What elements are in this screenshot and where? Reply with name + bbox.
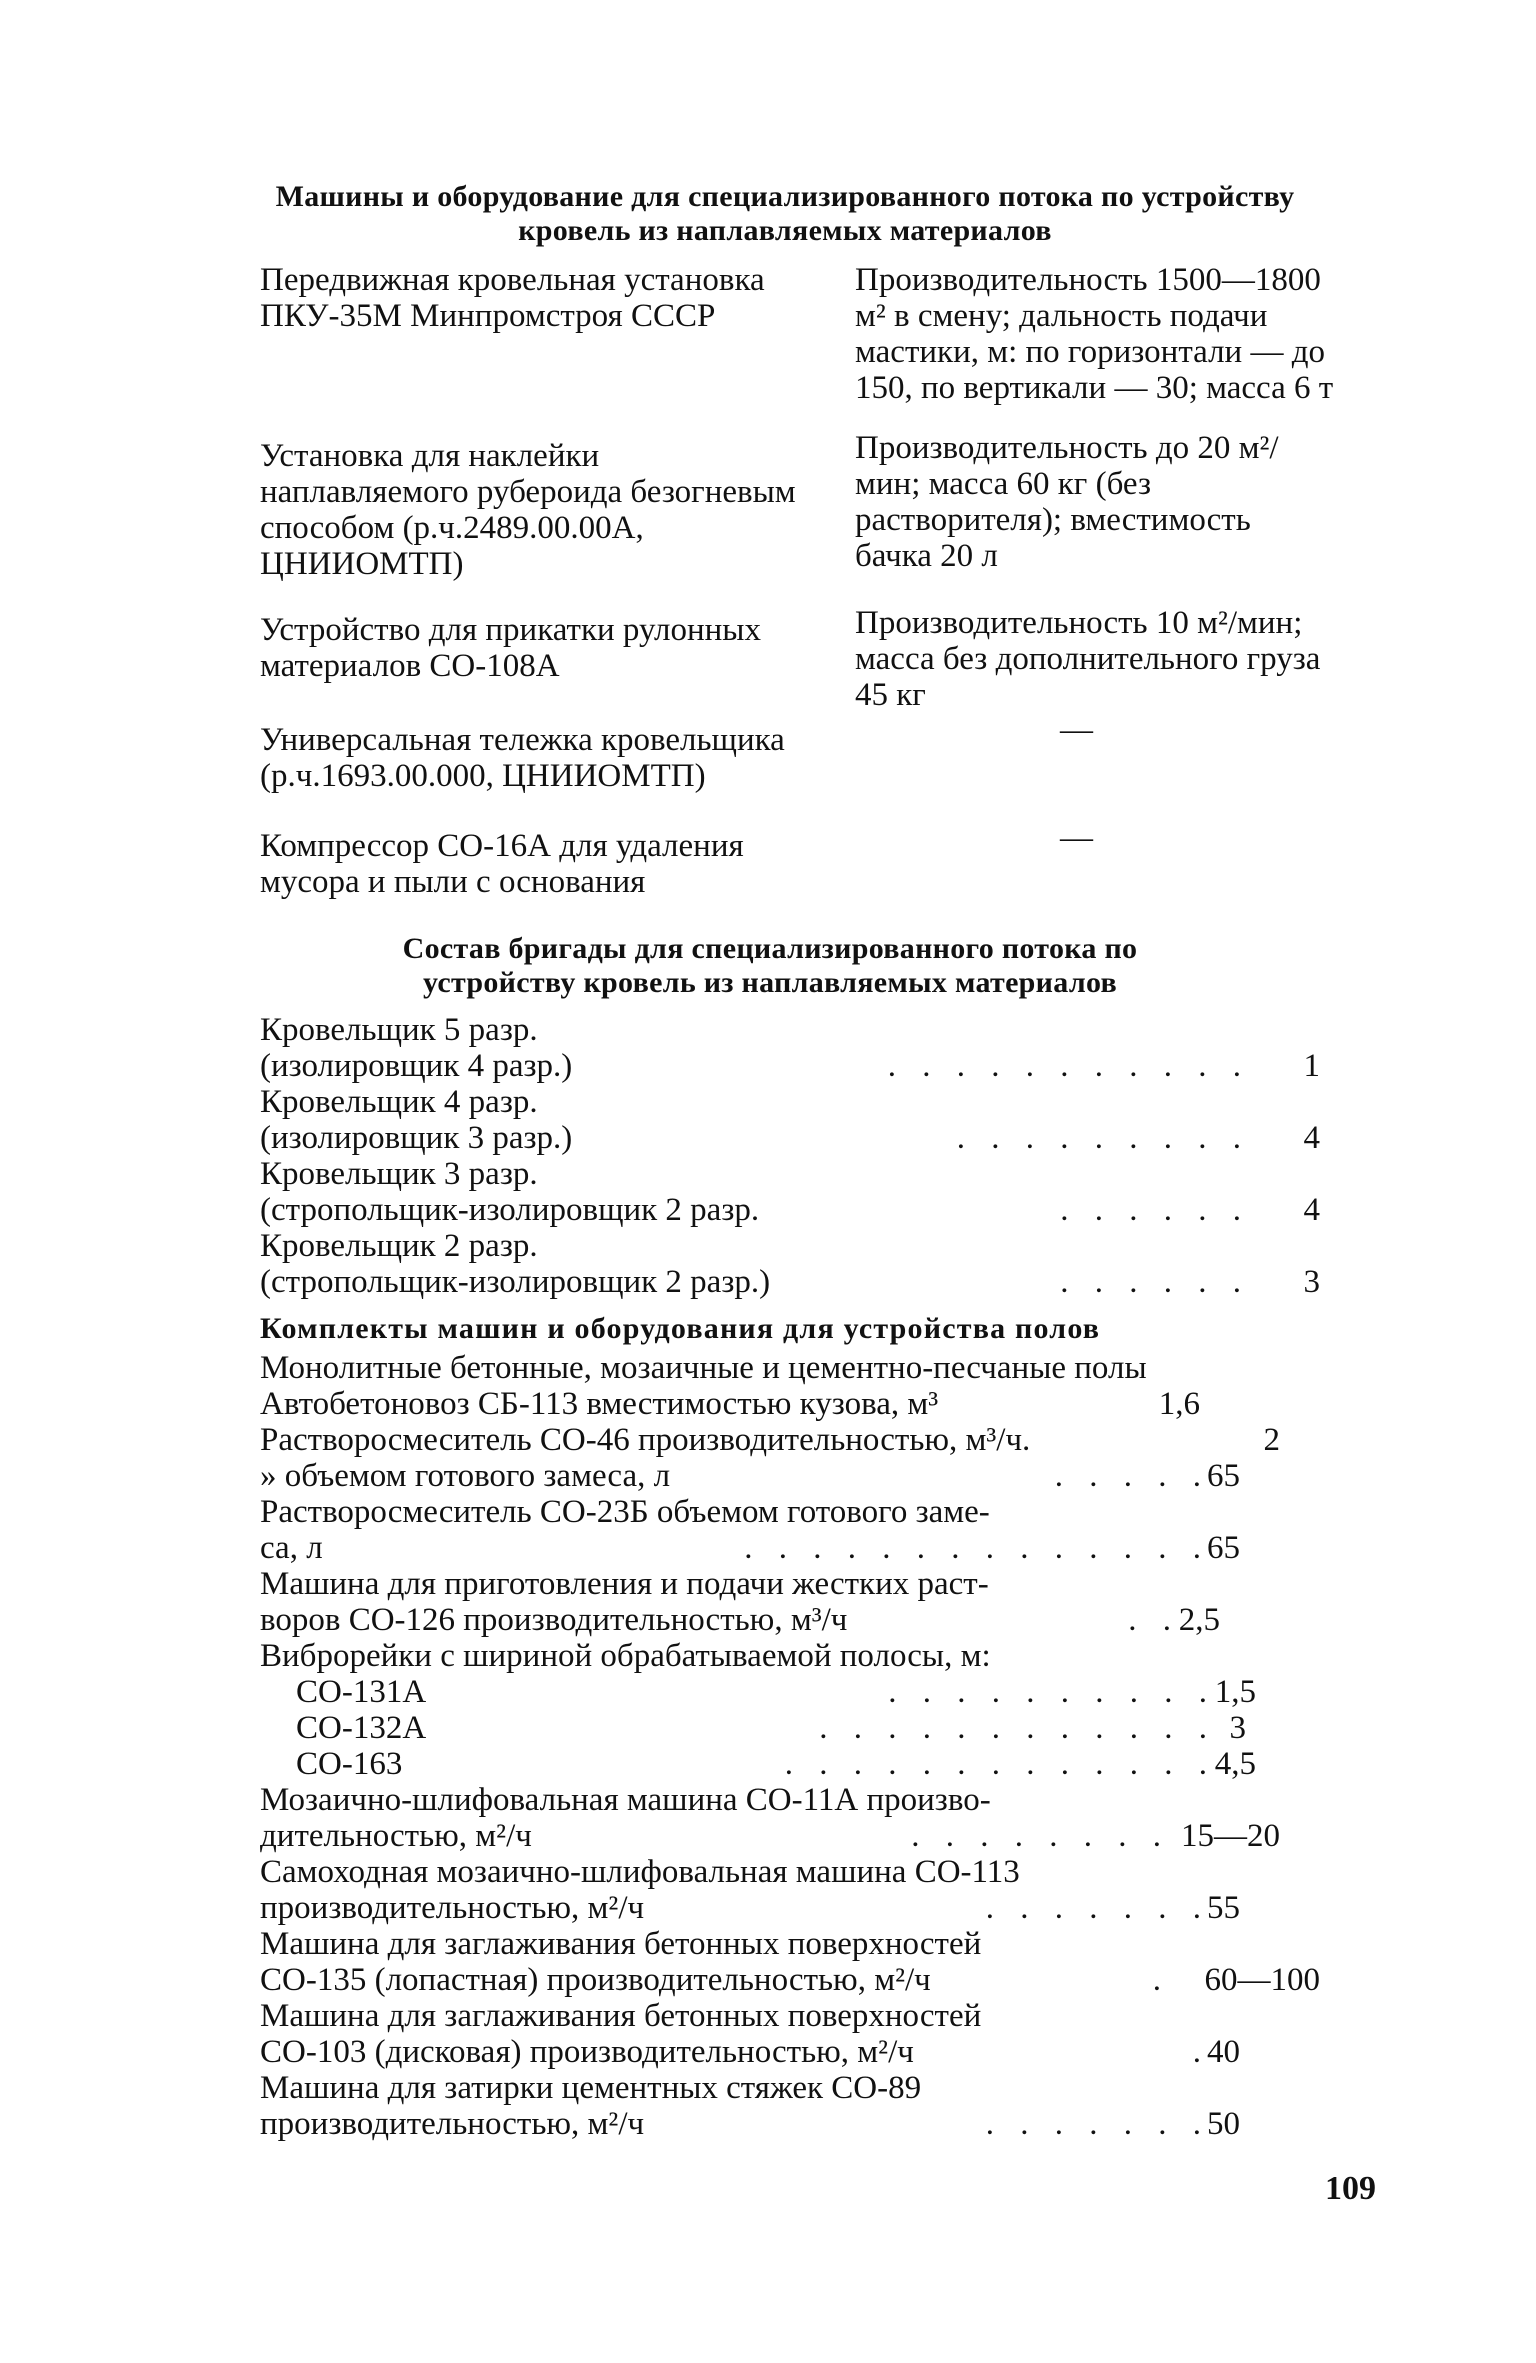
spec-line bbox=[260, 1926, 1320, 1962]
spec-line bbox=[260, 1566, 1320, 1602]
leader-dots: . . . . . . . bbox=[985, 2106, 1210, 2142]
spec-line bbox=[260, 1710, 1356, 1746]
spec-value: 65 bbox=[1207, 1458, 1240, 1494]
spec-value: 1,6 bbox=[1158, 1386, 1200, 1422]
spec-line bbox=[260, 1962, 1320, 1998]
leader-dots: . . . . . . . . . bbox=[956, 1120, 1250, 1156]
spec-line bbox=[260, 1890, 1320, 1926]
spec-text: Растворосмеситель СО-46 производительностью, м³/ч. bbox=[260, 1422, 1031, 1458]
spec-value: 15—20 bbox=[1181, 1818, 1280, 1854]
brigade-role-detail: (изолировщик 4 разр.) bbox=[260, 1048, 573, 1084]
spec-value: 50 bbox=[1207, 2106, 1240, 2142]
brigade-row bbox=[260, 1228, 1320, 1300]
spec-line bbox=[260, 1998, 1320, 2034]
spec-text: Растворосмеситель СО-23Б объемом готового заме- bbox=[260, 1494, 990, 1530]
spec-text: Машина для заглаживания бетонных поверхностей bbox=[260, 1998, 982, 2034]
leader-dots: . . . . . . . bbox=[985, 1890, 1210, 1926]
brigade-count: 3 bbox=[1303, 1264, 1320, 1300]
item-spec-dash: — bbox=[1060, 712, 1093, 748]
brigade-role-detail: (стропольщик-изолировщик 2 разр.) bbox=[260, 1264, 771, 1300]
brigade-count: 1 bbox=[1303, 1048, 1320, 1084]
spec-text: СО-135 (лопастная) производительностью, м²/ч bbox=[260, 1962, 931, 1998]
leader-dots: . . . . . . . . . . . . bbox=[819, 1710, 1216, 1746]
section-title-brigade: Состав бригады для специализированного потока по устройству кровель из наплавляемых материалов bbox=[402, 932, 1138, 999]
spec-text: СО-163 bbox=[296, 1746, 403, 1782]
item-name: Компрессор СО-16А для удаления мусора и пыли с основания bbox=[260, 828, 744, 900]
brigade-role: Кровельщик 5 разр. bbox=[260, 1012, 538, 1048]
spec-line bbox=[260, 1674, 1356, 1710]
leader-dots: . . . . . bbox=[1054, 1458, 1210, 1494]
leader-dots: . bbox=[1152, 1962, 1170, 1998]
spec-line bbox=[260, 1818, 1320, 1854]
spec-line bbox=[260, 1746, 1356, 1782]
item-spec: Производительность 10 м²/мин; масса без дополнительного груза 45 кг bbox=[855, 605, 1321, 713]
spec-text: Машина для затирки цементных стяжек СО-89 bbox=[260, 2070, 922, 2106]
page-number: 109 bbox=[1325, 2170, 1376, 2207]
spec-line bbox=[260, 1854, 1320, 1890]
spec-text: СО-103 (дисковая) производительностью, м²/ч bbox=[260, 2034, 914, 2070]
item-name: Установка для наклейки наплавляемого рубероида безогневым способом (р.ч.2489.00.00А, ЦНИИОМТП) bbox=[260, 438, 796, 582]
brigade-count: 4 bbox=[1303, 1120, 1320, 1156]
spec-line bbox=[260, 1602, 1320, 1638]
spec-text: Машина для приготовления и подачи жестких раст- bbox=[260, 1566, 989, 1602]
spec-value: 40 bbox=[1207, 2034, 1240, 2070]
section-title-floor-machines: Комплекты машин и оборудования для устройства полов bbox=[260, 1312, 1101, 1345]
leader-dots: . . . . . . . . bbox=[911, 1818, 1170, 1854]
spec-line bbox=[260, 2034, 1320, 2070]
brigade-role: Кровельщик 4 разр. bbox=[260, 1084, 538, 1120]
spec-line bbox=[260, 1782, 1320, 1818]
leader-dots: . . . . . . . . . . . . . . bbox=[744, 1530, 1210, 1566]
spec-text: Самоходная мозаично-шлифовальная машина СО-113 bbox=[260, 1854, 1020, 1890]
leader-dots: . . . . . . . . . . . . . bbox=[784, 1746, 1216, 1782]
spec-text: Мозаично-шлифовальная машина СО-11А произво- bbox=[260, 1782, 991, 1818]
brigade-role-detail: (изолировщик 3 разр.) bbox=[260, 1120, 573, 1156]
item-spec: Производительность 1500—1800 м² в смену; дальность подачи мастики, м: по горизонтали — до 150, по вертикали — 30; масса 6 т bbox=[855, 262, 1334, 406]
section-title-roof-machines: Машины и оборудование для специализированного потока по устройству кровель из наплавляемых материалов bbox=[275, 180, 1295, 247]
spec-text: производительностью, м²/ч bbox=[260, 2106, 645, 2142]
leader-dots: . . . . . . . . . . bbox=[888, 1674, 1216, 1710]
spec-line bbox=[260, 1530, 1320, 1566]
spec-line bbox=[260, 1386, 1320, 1422]
leader-dots: . bbox=[1192, 2034, 1210, 2070]
spec-value: 1,5 bbox=[1214, 1674, 1256, 1710]
spec-line bbox=[260, 2106, 1320, 2142]
brigade-role: Кровельщик 2 разр. bbox=[260, 1228, 538, 1264]
spec-value: 60—100 bbox=[1204, 1962, 1320, 1998]
spec-line bbox=[260, 2070, 1320, 2106]
item-name: Универсальная тележка кровельщика (р.ч.1693.00.000, ЦНИИОМТП) bbox=[260, 722, 785, 794]
spec-value: 55 bbox=[1207, 1890, 1240, 1926]
spec-text: са, л bbox=[260, 1530, 323, 1566]
brigade-row bbox=[260, 1084, 1320, 1156]
spec-line bbox=[260, 1458, 1320, 1494]
item-name: Устройство для прикатки рулонных материалов СО-108А bbox=[260, 612, 761, 684]
spec-text: дительностью, м²/ч bbox=[260, 1818, 532, 1854]
spec-text: СО-131А bbox=[296, 1674, 427, 1710]
item-spec: Производительность до 20 м²/мин; масса 60 кг (без растворителя); вместимость бачка 20 л bbox=[855, 430, 1279, 574]
leader-dots: . . bbox=[1128, 1602, 1180, 1638]
spec-text: производительностью, м²/ч bbox=[260, 1890, 645, 1926]
brigade-count: 4 bbox=[1303, 1192, 1320, 1228]
spec-text: » объемом готового замеса, л bbox=[260, 1458, 671, 1494]
spec-line bbox=[260, 1422, 1320, 1458]
leader-dots: . . . . . . bbox=[1060, 1264, 1250, 1300]
spec-text: Виброрейки с шириной обрабатываемой полосы, м: bbox=[260, 1638, 991, 1674]
spec-text: СО-132А bbox=[296, 1710, 427, 1746]
brigade-row bbox=[260, 1012, 1320, 1084]
spec-line bbox=[260, 1638, 1320, 1674]
spec-text: Автобетоновоз СБ-113 вместимостью кузова, м³ bbox=[260, 1386, 939, 1422]
brigade-role-detail: (стропольщик-изолировщик 2 разр. bbox=[260, 1192, 760, 1228]
leader-dots: . . . . . . bbox=[1060, 1192, 1250, 1228]
brigade-role: Кровельщик 3 разр. bbox=[260, 1156, 538, 1192]
spec-text: Машина для заглаживания бетонных поверхностей bbox=[260, 1926, 982, 1962]
spec-value: 2,5 bbox=[1178, 1602, 1220, 1638]
floor-subtitle: Монолитные бетонные, мозаичные и цементно-песчаные полы bbox=[260, 1350, 1147, 1386]
spec-value: 3 bbox=[1229, 1710, 1246, 1746]
spec-text: воров СО-126 производительностью, м³/ч bbox=[260, 1602, 848, 1638]
spec-value: 65 bbox=[1207, 1530, 1240, 1566]
spec-line bbox=[260, 1494, 1320, 1530]
brigade-row bbox=[260, 1156, 1320, 1228]
item-spec-dash: — bbox=[1060, 820, 1093, 856]
item-name: Передвижная кровельная установка ПКУ-35М Минпромстроя СССР bbox=[260, 262, 765, 334]
spec-value: 4,5 bbox=[1214, 1746, 1256, 1782]
spec-value: 2 bbox=[1263, 1422, 1280, 1458]
leader-dots: . . . . . . . . . . . bbox=[887, 1048, 1250, 1084]
